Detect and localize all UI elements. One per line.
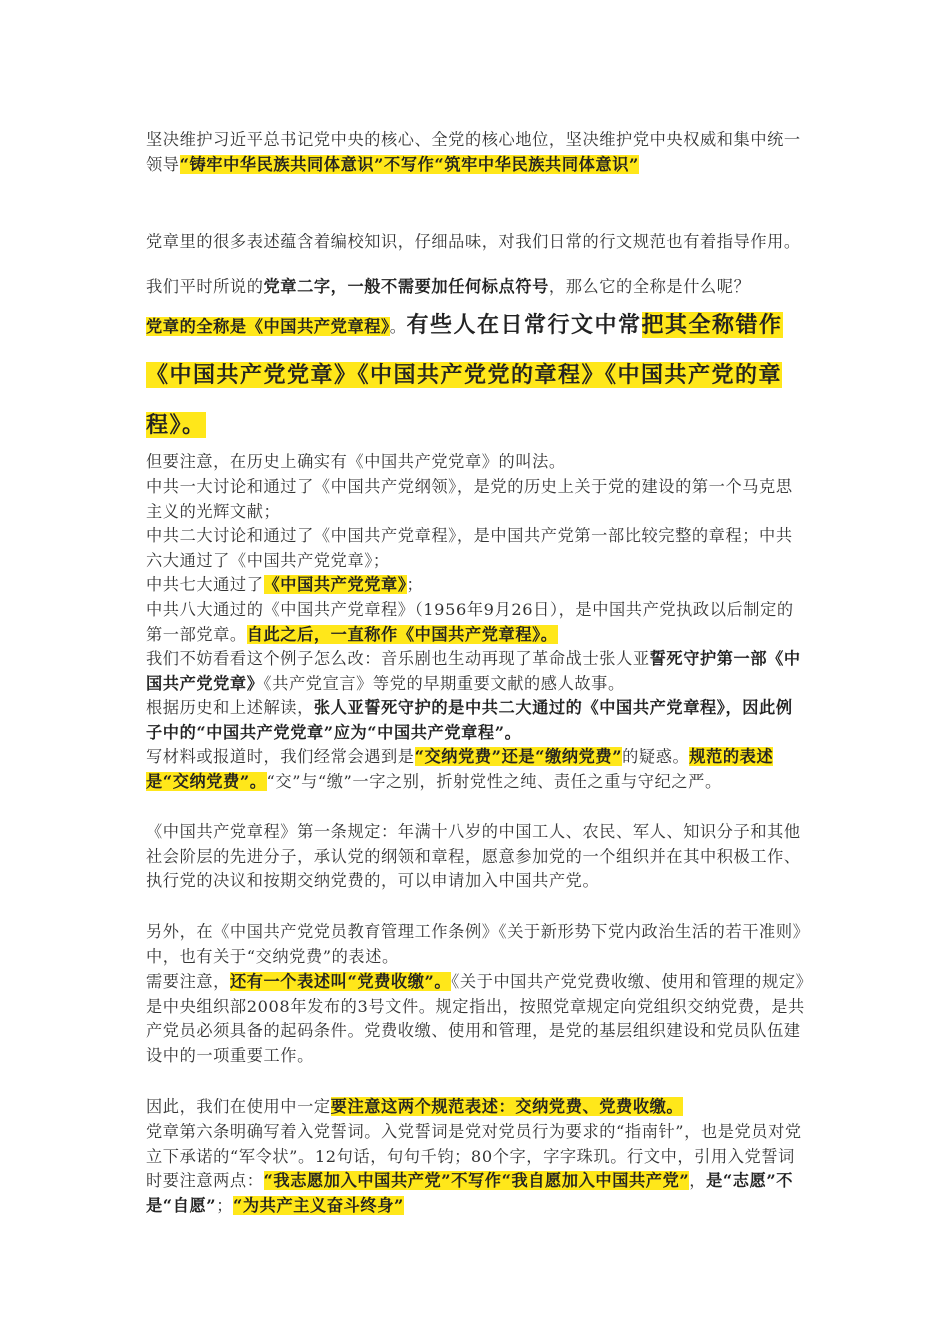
text: 另外，在《中国共产党党员教育管理工作条例》《关于新形势下党内政治生活的若干准则》中，也有关于“交纳党费”的表述。 bbox=[146, 922, 802, 966]
paragraph-second-congress bbox=[146, 524, 806, 573]
text: 中共八大通过的《中国共产党章程》（1956年9月26日），是中国共产党执政以后制定的第一部党章。 bbox=[146, 600, 794, 644]
text: ； bbox=[216, 1195, 233, 1215]
text: 。 bbox=[389, 316, 407, 336]
highlight: “交纳党费”还是“缴纳党费” bbox=[414, 747, 623, 766]
text: 需要注意， bbox=[146, 972, 230, 991]
paragraph-correction bbox=[146, 696, 806, 745]
highlight: “为共产主义奋斗终身” bbox=[232, 1195, 404, 1215]
bold-text: 誓死守护第一部《中国共产党党章》 bbox=[146, 649, 801, 693]
paragraph-party-constitution-name bbox=[146, 275, 806, 450]
text: 《中国共产党章程》第一条规定：年满十八岁的中国工人、农民、军人、知识分子和其他社会阶层的先进分子，承认党的纲领和章程，愿意参加党的一个组织并在其中积极工作、执行党的决议和按期交纳党费的，可以申请加入中国共产党。 bbox=[146, 822, 801, 890]
paragraph-eighth-congress bbox=[146, 598, 806, 647]
text: ， bbox=[689, 1171, 707, 1190]
paragraph-conclusion bbox=[146, 1095, 806, 1120]
highlight: 自此之后，一直称作《中国共产党章程》。 bbox=[246, 624, 558, 644]
paragraph-intro bbox=[146, 230, 806, 255]
text: 因此，我们在使用中一定 bbox=[146, 1097, 331, 1116]
highlight: 《中国共产党党章》 bbox=[263, 575, 407, 594]
text: 党章第六条明确写着入党誓词。入党誓词是党对党员行为要求的“指南针”，也是党员对党立下承诺的“军令状”。12句话，句句千钧；80个字，字字珠玑。行文中，引用入党誓词时要注意两点： bbox=[146, 1122, 802, 1190]
bold-text: 张人亚誓死守护的是中共二大通过的《中国共产党章程》，因此例子中的“中国共产党党章”应为“中国共产党章程”。 bbox=[146, 698, 793, 742]
paragraph-dues-collection bbox=[146, 970, 806, 1068]
paragraph-core-status bbox=[146, 128, 806, 177]
paragraph-example bbox=[146, 647, 806, 696]
bold-large-text: 有些人在日常行文中常 bbox=[406, 311, 642, 338]
highlight: 还有一个表述叫“党费收缴”。 bbox=[229, 972, 452, 991]
text: 但要注意，在历史上确实有《中国共产党党章》的叫法。 bbox=[146, 452, 566, 471]
text: 写材料或报道时，我们经常会遇到是 bbox=[146, 747, 415, 766]
text: 中共一大讨论和通过了《中国共产党纲领》，是党的历史上关于党的建设的第一个马克思主义的光辉文献； bbox=[146, 477, 793, 521]
paragraph-first-congress bbox=[146, 475, 806, 524]
large-highlight: 把其全称错作《中国共产党党章》《中国共产党党的章程》《中国共产党的章程》。 bbox=[146, 311, 783, 438]
text: 我们平时所说的 bbox=[146, 277, 264, 296]
text: 的疑惑。 bbox=[622, 747, 690, 766]
highlight: “我志愿加入中国共产党”不写作“我自愿加入中国共产党” bbox=[263, 1171, 690, 1190]
paragraph-history-note bbox=[146, 450, 806, 475]
highlight: 要注意这两个规范表述：交纳党费、党费收缴。 bbox=[330, 1097, 684, 1116]
paragraph-other-regulations bbox=[146, 920, 806, 969]
text: ，那么它的全称是什么呢？ bbox=[548, 277, 751, 296]
highlight: “铸牢中华民族共同体意识”不写作“筑牢中华民族共同体意识” bbox=[179, 154, 639, 174]
highlight: 规范的表述是“交纳党费”。 bbox=[146, 747, 774, 791]
text: ； bbox=[406, 575, 424, 594]
bold-text: 是“志愿”不是“自愿” bbox=[146, 1171, 794, 1215]
paragraph-article-one bbox=[146, 820, 806, 894]
text: 我们不妨看看这个例子怎么改：音乐剧也生动再现了革命战士张人亚 bbox=[146, 649, 650, 668]
text: “交”与“缴”一字之别，折射党性之纯、责任之重与守纪之严。 bbox=[266, 771, 722, 791]
text: 《共产党宣言》等党的早期重要文献的感人故事。 bbox=[263, 673, 625, 693]
text: 根据历史和上述解读， bbox=[146, 698, 314, 717]
paragraph-seventh-congress bbox=[146, 573, 806, 598]
highlight: 党章的全称是《中国共产党章程》 bbox=[146, 316, 390, 336]
text: 党章里的很多表述蕴含着编校知识，仔细品味，对我们日常的行文规范也有着指导作用。 bbox=[146, 232, 801, 251]
text: 《关于中国共产党党费收缴、使用和管理的规定》是中央组织部2008年发布的3号文件。规定指出，按照党章规定向党组织交纳党费，是共产党员必须具备的起码条件。党费收缴、使用和管理，是党的基层组织建设和党员队伍建设中的一项重要工作。 bbox=[146, 972, 805, 1065]
paragraph-party-dues bbox=[146, 745, 806, 794]
bold-text: 党章二字，一般不需要加任何标点符号 bbox=[263, 277, 549, 296]
text: 中共七大通过了 bbox=[146, 575, 264, 594]
text: 中共二大讨论和通过了《中国共产党章程》，是中国共产党第一部比较完整的章程；中共六大通过了《中国共产党党章》； bbox=[146, 526, 793, 570]
paragraph-oath bbox=[146, 1120, 806, 1218]
text: 坚决维护习近平总书记党中央的核心、全党的核心地位，坚决维护党中央权威和集中统一领导 bbox=[146, 130, 801, 174]
